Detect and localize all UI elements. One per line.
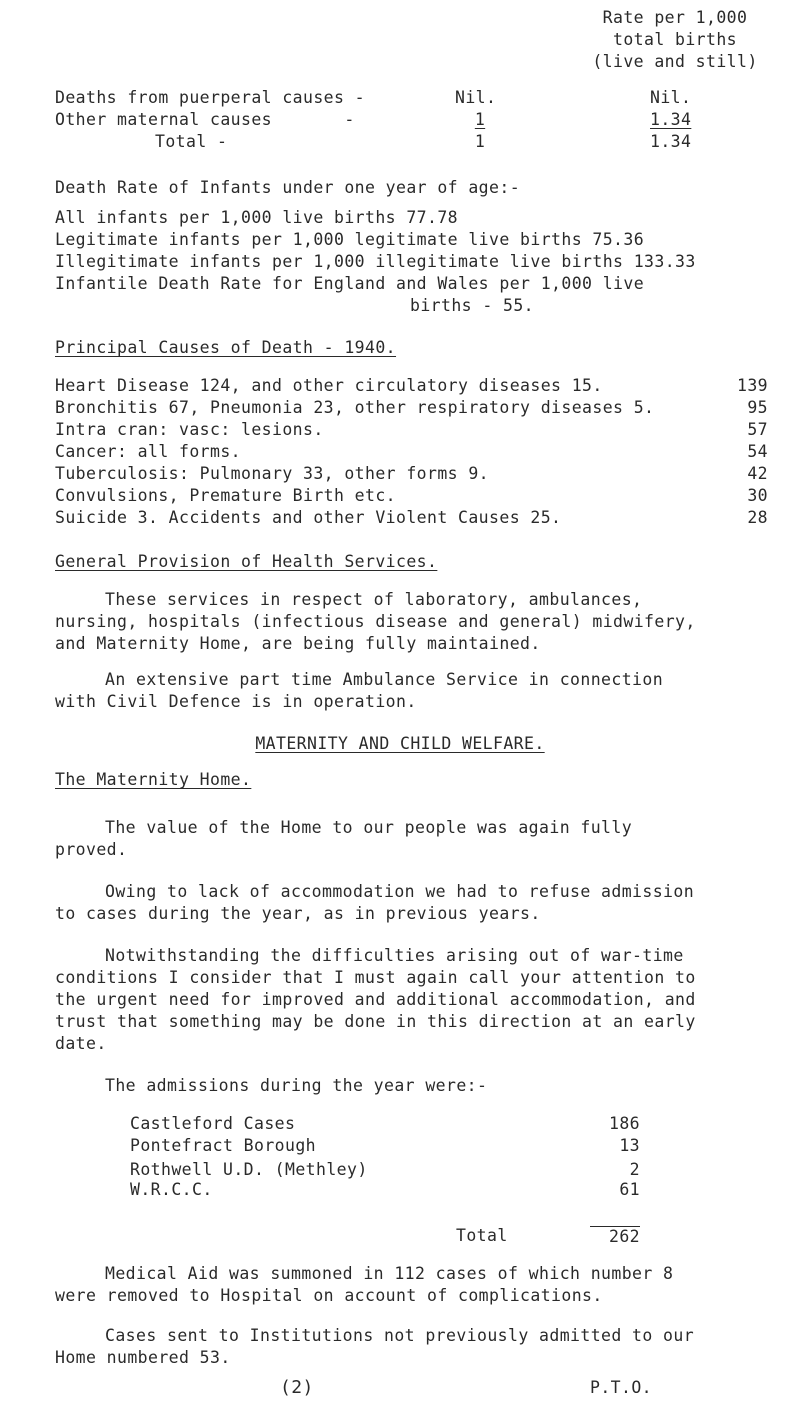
admissions-intro: The admissions during the year were:-	[105, 1076, 488, 1095]
cause-value: 95	[747, 398, 768, 417]
cause-value: 57	[747, 420, 768, 439]
infant-line: Infantile Death Rate for England and Wales per 1,000 live	[55, 274, 645, 293]
mcw-paragraph-line: to cases during the year, as in previous years.	[55, 904, 541, 923]
admission-value: 2	[629, 1160, 640, 1179]
mcw-paragraph-line: the urgent need for improved and additional accommodation, and	[55, 990, 696, 1009]
health-paragraph-line: nursing, hospitals (infectious disease and general) midwifery,	[55, 612, 696, 631]
maternal-row-count: 1	[474, 132, 486, 151]
maternal-row-rate: 1.34	[650, 110, 692, 129]
mcw-paragraph-line: Owing to lack of accommodation we had to refuse admission	[105, 882, 695, 901]
health-paragraph-line: and Maternity Home, are being fully maintained.	[55, 634, 541, 653]
pto-note: P.T.O.	[590, 1378, 653, 1397]
admissions-total-label: Total	[456, 1226, 508, 1245]
mcw-paragraph-line: Cases sent to Institutions not previously admitted to our	[105, 1326, 695, 1345]
maternal-row-rate: Nil.	[650, 88, 692, 107]
cause-text: Tuberculosis: Pulmonary 33, other forms 9.	[55, 464, 490, 483]
health-paragraph-line: An extensive part time Ambulance Service in connection	[105, 670, 664, 689]
admissions-total-value: 262	[590, 1226, 640, 1247]
infant-heading: Death Rate of Infants under one year of age:-	[55, 178, 521, 197]
mcw-heading: MATERNITY AND CHILD WELFARE.	[255, 734, 545, 753]
infant-line: Legitimate infants per 1,000 legitimate live births 75.36	[55, 230, 645, 249]
rate-header-line-1: Rate per 1,000	[602, 8, 748, 27]
rate-header-line-2: total births	[612, 30, 737, 49]
cause-text: Convulsions, Premature Birth etc.	[55, 486, 397, 505]
maternal-row-count: Nil.	[455, 88, 497, 107]
mcw-paragraph-line: Home numbered 53.	[55, 1348, 231, 1367]
infant-line: All infants per 1,000 live births 77.78	[55, 208, 459, 227]
cause-text: Cancer: all forms.	[55, 442, 242, 461]
admission-label: Rothwell U.D. (Methley)	[130, 1160, 368, 1179]
admission-label: Pontefract Borough	[130, 1136, 317, 1155]
mcw-paragraph-line: trust that something may be done in this direction at an early	[55, 1012, 696, 1031]
causes-heading: Principal Causes of Death - 1940.	[55, 338, 397, 357]
maternal-row-label: Other maternal causes -	[55, 110, 355, 129]
maternal-row-count: 1	[474, 110, 486, 129]
maternal-row-label: Deaths from puerperal causes -	[55, 88, 366, 107]
health-paragraph-line: These services in respect of laboratory, ambulances,	[105, 590, 643, 609]
cause-value: 30	[747, 486, 768, 505]
cause-value: 54	[747, 442, 768, 461]
cause-value: 42	[747, 464, 768, 483]
mcw-paragraph-line: date.	[55, 1034, 107, 1053]
cause-value: 139	[736, 376, 768, 395]
mcw-paragraph-line: conditions I consider that I must again call your attention to	[55, 968, 696, 987]
cause-value: 28	[747, 508, 768, 527]
cause-text: Suicide 3. Accidents and other Violent Causes 25.	[55, 508, 562, 527]
admission-value: 13	[619, 1136, 640, 1155]
mcw-subheading: The Maternity Home.	[55, 770, 252, 789]
admission-label: Castleford Cases	[130, 1114, 296, 1133]
rate-header-line-3: (live and still)	[592, 52, 758, 71]
health-heading: General Provision of Health Services.	[55, 552, 438, 571]
maternal-row-rate: 1.34	[650, 132, 692, 151]
cause-text: Heart Disease 124, and other circulatory diseases 15.	[55, 376, 603, 395]
mcw-paragraph-line: Medical Aid was summoned in 112 cases of which number 8	[105, 1264, 674, 1283]
admission-value: 186	[608, 1114, 640, 1133]
cause-text: Bronchitis 67, Pneumonia 23, other respiratory diseases 5.	[55, 398, 655, 417]
page-number: (2)	[280, 1377, 314, 1398]
infant-line: births - 55.	[410, 296, 535, 315]
mcw-paragraph-line: were removed to Hospital on account of complications.	[55, 1286, 603, 1305]
admission-label: W.R.C.C.	[130, 1180, 213, 1199]
mcw-paragraph-line: proved.	[55, 840, 128, 859]
mcw-paragraph-line: Notwithstanding the difficulties arising out of war-time	[105, 946, 684, 965]
mcw-paragraph-line: The value of the Home to our people was again fully	[105, 818, 633, 837]
cause-text: Intra cran: vasc: lesions.	[55, 420, 324, 439]
health-paragraph-line: with Civil Defence is in operation.	[55, 692, 417, 711]
maternal-row-label: Total -	[155, 132, 228, 151]
admission-value: 61	[619, 1180, 640, 1199]
infant-line: Illegitimate infants per 1,000 illegitimate live births 133.33	[55, 252, 696, 271]
